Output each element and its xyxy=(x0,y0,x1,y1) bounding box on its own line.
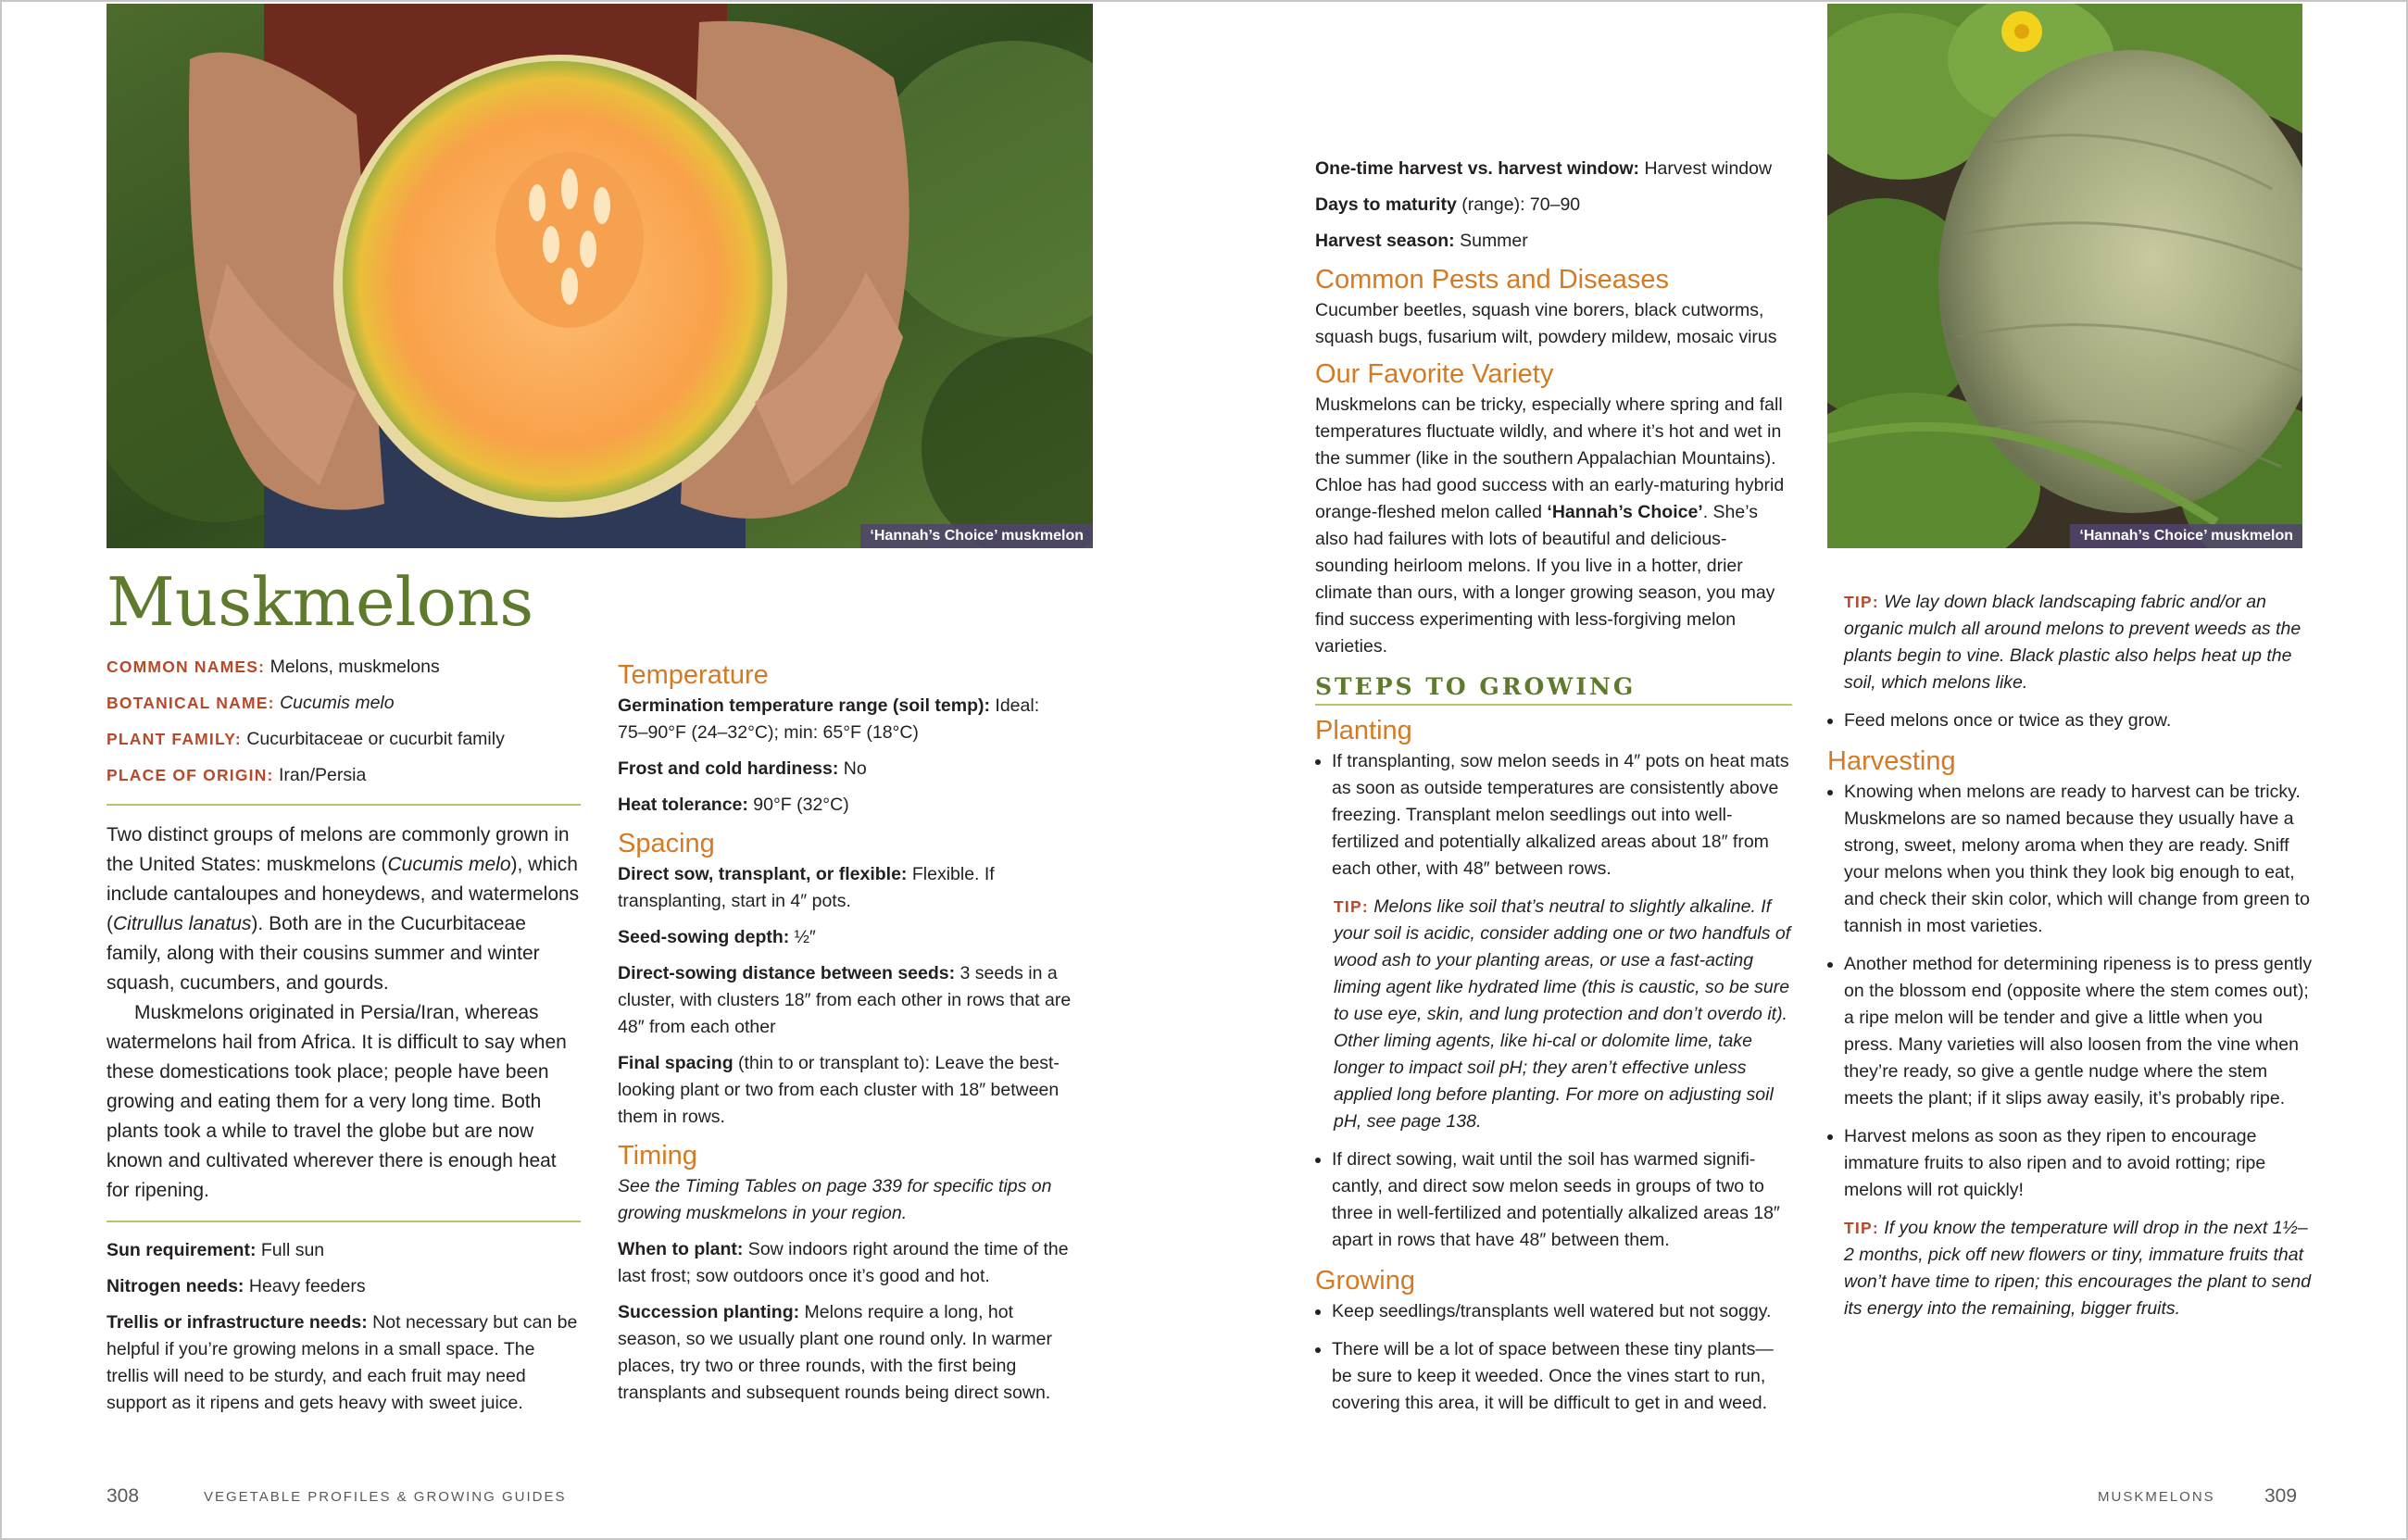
growing-heading: Growing xyxy=(1315,1266,1415,1296)
fact-plant-family xyxy=(107,726,581,753)
need-sun xyxy=(107,1237,581,1264)
need-value: Full sun xyxy=(256,1240,325,1260)
field-value: Ideal: 75–90°F (24–32°C); min: 65°F (18°C) xyxy=(618,695,1040,743)
tip-label: TIP: xyxy=(1844,593,1879,611)
field-value: No xyxy=(838,758,867,779)
list-item: • Knowing when melons are ready to harvest can be tricky. Muskmelons are so named because they usually have a strong, sweet, melony aroma when they are ready. Sniff your melons when you think they look big enough to eat, and check their skin color, which will change from green to tannish in most varieties. xyxy=(1844,779,2314,940)
intro-text: ), which include cantaloupes and honeydews, and watermelons ( xyxy=(107,854,580,934)
need-value: Heavy feeders xyxy=(244,1276,366,1296)
field-label: One-time harvest vs. harvest window: xyxy=(1315,158,1640,179)
left-running-footer: VEGETABLE PROFILES & GROWING GUIDES xyxy=(204,1489,567,1505)
field-value: Flexible. If transplanting, start in 4″ pots. xyxy=(618,864,995,911)
need-value: Not necessary but can be helpful if you’re growing melons in a small space. The trellis will need to be sturdy, and each fruit may need support as it ripens and gets heavy with sweet juice. xyxy=(107,1312,578,1413)
right-photo-caption: ‘Hannah’s Choice’ muskmelon xyxy=(2070,524,2302,548)
tip-text: Melons like soil that’s neutral to slightly alkaline. If your soil is acidic, consider adding one or two handfuls of wood ash to your planting areas, or use a fast-acting liming agent like hydrated lime (this is caustic, so be sure to use eye, skin, and lung protection and don’t overdo it). Other liming agents, like hi-cal or dolomite lime, take longer to impact soil pH; they aren’t effective unless applied long before planting. For more on adjusting soil pH, see page 138. xyxy=(1334,896,1791,1132)
right-page-column-2 xyxy=(1827,589,2314,1333)
timing-note: See the Timing Tables on page 339 for specific tips on growing muskmelons in your region. xyxy=(618,1176,1052,1223)
field-value: ½″ xyxy=(789,927,816,947)
divider xyxy=(107,1221,581,1222)
field-label: Final spacing xyxy=(618,1053,734,1073)
right-running-footer: MUSKMELONS xyxy=(2098,1489,2215,1505)
variety-heading: Our Favorite Variety xyxy=(1315,359,1554,389)
pests-text: Cucumber beetles, squash vine borers, black cutworms, squash bugs, fusarium wilt, powdery mildew, mosaic virus xyxy=(1315,300,1777,347)
variety-text xyxy=(1315,392,1792,660)
list-item: • Feed melons once or twice as they grow. xyxy=(1844,707,2314,734)
field-value: Summer xyxy=(1454,231,1528,251)
intro-text: Citrullus lanatus xyxy=(113,913,252,934)
middle-column xyxy=(618,652,1072,1416)
growing-list xyxy=(1315,1298,1792,1417)
temp-germination xyxy=(618,693,1072,746)
days-to-maturity xyxy=(1315,192,1792,219)
left-page-number: 308 xyxy=(107,1485,140,1507)
field-value: Melons require a long, hot season, so we usually plant one round only. In warmer places, try two or three rounds, with the first being transplants and subsequent rounds being direct sown. xyxy=(618,1302,1052,1403)
page-title: Muskmelons xyxy=(107,563,534,641)
field-value: Sow indoors right around the time of the last frost; sow outdoors once it’s good and hot. xyxy=(618,1239,1069,1286)
melon-halves-photo xyxy=(107,4,1093,548)
field-value: 90°F (32°C) xyxy=(747,795,849,815)
tip-box xyxy=(1844,589,2314,696)
list-item: • Another method for determining ripeness is to press gently on the blossom end (opposite where the stem comes out); a ripe melon will be tender and give a little when you press. Many varieties will also loosen from the vine when they’re ready, so give a gentle nudge where the stem meets the plant; if it slips away easily, it’s probably ripe. xyxy=(1844,951,2314,1112)
harvest-season xyxy=(1315,228,1792,255)
need-label: Trellis or infrastructure needs: xyxy=(107,1312,368,1333)
field-label: When to plant: xyxy=(618,1239,744,1259)
tip-label: TIP: xyxy=(1334,897,1369,916)
spacing-method xyxy=(618,861,1072,915)
list-item: • If transplanting, sow melon seeds in 4″ pots on heat mats as soon as outside temperatures are consistently above freezing. Transplant melon seedlings out into well-fertilized and potentially alkalized areas about 18″ from each other, with 48″ between rows. xyxy=(1332,748,1792,883)
intro-paragraph xyxy=(107,820,581,998)
cantaloupe-vine-photo xyxy=(1827,4,2302,548)
temperature-heading: Temperature xyxy=(618,660,769,690)
field-label: Days to maturity xyxy=(1315,194,1457,215)
harvesting-list xyxy=(1827,779,2314,1204)
fact-label: COMMON NAMES: xyxy=(107,657,266,676)
fact-label: PLANT FAMILY: xyxy=(107,730,242,748)
variety-name: ‘Hannah’s Choice’ xyxy=(1547,502,1703,522)
fact-label: PLACE OF ORIGIN: xyxy=(107,766,274,784)
list-item: • There will be a lot of space between these tiny plants—be sure to keep it weeded. Once the vines start to run, covering this area, it will be difficult to get in and weed. xyxy=(1332,1336,1792,1417)
list-item: • Keep seedlings/transplants well watered but not soggy. xyxy=(1332,1298,1792,1325)
tip-box xyxy=(1334,894,1792,1135)
harvesting-heading: Harvesting xyxy=(1827,746,1956,776)
need-trellis xyxy=(107,1309,581,1417)
steps-heading: STEPS TO GROWING xyxy=(1315,673,1792,706)
planting-list-2 xyxy=(1315,1146,1792,1254)
planting-heading: Planting xyxy=(1315,716,1412,745)
variety-text-run: Muskmelons can be tricky, especially where spring and fall temperatures fluctuate wildly, and where it’s hot and wet in the summer (like in the southern Appalachian Mountains). Chloe has had good success with an early-maturing hybrid orange-fleshed melon called xyxy=(1315,394,1785,522)
list-item: • Harvest melons as soon as they ripen to encourage immature fruits to also ripen and to avoid rotting; ripe melons will rot quickly! xyxy=(1844,1123,2314,1204)
field-label: Frost and cold hardiness: xyxy=(618,758,839,779)
need-label: Nitrogen needs: xyxy=(107,1276,245,1296)
fact-value: Iran/Persia xyxy=(279,765,367,785)
right-page-column-1 xyxy=(1315,156,1792,1428)
tip-box xyxy=(1844,1215,2314,1322)
intro-text: Cucumis melo xyxy=(387,854,511,875)
fact-common-names xyxy=(107,654,581,681)
planting-list xyxy=(1315,748,1792,883)
need-label: Sun requirement: xyxy=(107,1240,257,1260)
variety-text-run: . She’s also had failures with lots of beautiful and delicious-sounding heirloom melons. If you live in a hotter, drier climate than ours, with a longer growing season, you may find success experimenting with less-forgiving melon varieties. xyxy=(1315,502,1775,657)
field-label: Heat tolerance: xyxy=(618,795,748,815)
tip-text: If you know the temperature will drop in the next 1½–2 months, pick off new flowers or tiny, immature fruits that won’t have time to ripen; this encourages the plant to send its energy into the remaining, bigger fruits. xyxy=(1844,1218,2312,1319)
timing-heading: Timing xyxy=(618,1141,697,1171)
field-value: Harvest window xyxy=(1639,158,1773,179)
left-photo-caption: ‘Hannah’s Choice’ muskmelon xyxy=(860,524,1093,548)
spacing-depth xyxy=(618,924,1072,951)
fact-value: Melons, muskmelons xyxy=(270,657,440,677)
timing-when xyxy=(618,1236,1072,1290)
fact-place-of-origin xyxy=(107,762,581,789)
spacing-final xyxy=(618,1050,1072,1131)
field-label: Direct sow, transplant, or flexible: xyxy=(618,864,908,884)
left-column xyxy=(107,565,581,1426)
melon-halves-image xyxy=(107,4,1093,548)
spacing-heading: Spacing xyxy=(618,829,715,858)
list-item: • If direct sowing, wait until the soil has warmed significantly, and direct sow melon seeds in groups of two to three in well-fertilized and potentially alkalized areas 18″ apart in rows that have 48″ between them. xyxy=(1332,1146,1792,1254)
intro-text: ). Both are in the Cucurbitaceae family, along with their cousins summer and winter squash, cucumbers, and gourds. xyxy=(107,913,540,994)
temp-heat xyxy=(618,792,1072,819)
origin-paragraph: Muskmelons originated in Persia/Iran, whereas watermelons hail from Africa. It is difficult to say when these domestications took place; people have been growing and eating them for a very long time. Both plants took a while to travel the globe but are now known and cultivated wherever there is enough heat for ripening. xyxy=(107,1002,567,1201)
temp-frost xyxy=(618,756,1072,783)
tip-label: TIP: xyxy=(1844,1219,1879,1237)
feed-list xyxy=(1827,707,2314,734)
timing-succession xyxy=(618,1299,1072,1407)
field-value: (thin to or transplant to): Leave the best-looking plant or two from each cluster with 18″ between them in rows. xyxy=(618,1053,1060,1127)
field-label: Germination temperature range (soil temp): xyxy=(618,695,990,716)
harvest-window xyxy=(1315,156,1792,182)
cantaloupe-vine-image xyxy=(1827,4,2302,548)
field-label: Direct-sowing distance between seeds: xyxy=(618,963,956,983)
right-page-number: 309 xyxy=(2264,1485,2298,1507)
field-value: 3 seeds in a cluster, with clusters 18″ from each other in rows that are 48″ from each other xyxy=(618,963,1072,1037)
need-nitrogen xyxy=(107,1273,581,1300)
field-value: (range): 70–90 xyxy=(1456,194,1581,215)
field-label: Seed-sowing depth: xyxy=(618,927,790,947)
field-label: Harvest season: xyxy=(1315,231,1455,251)
pests-heading: Common Pests and Diseases xyxy=(1315,265,1669,294)
intro-text: Two distinct groups of melons are commonly grown in the United States: muskmelons ( xyxy=(107,824,570,875)
fact-value: Cucurbitaceae or cucurbit family xyxy=(246,729,505,749)
tip-text: We lay down black landscaping fabric and/or an organic mulch all around melons to prevent weeds as the plants begin to vine. Black plastic also helps heat up the soil, which melons like. xyxy=(1844,592,2301,693)
fact-value: Cucumis melo xyxy=(280,693,395,713)
fact-botanical-name xyxy=(107,690,581,717)
fact-label: BOTANICAL NAME: xyxy=(107,694,275,712)
field-label: Succession planting: xyxy=(618,1302,800,1322)
spacing-distance xyxy=(618,960,1072,1041)
divider xyxy=(107,804,581,806)
